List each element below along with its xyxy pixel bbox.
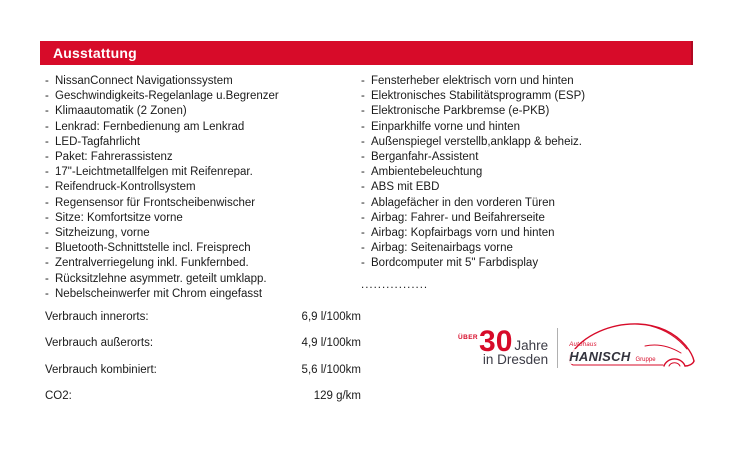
feature-item: - Bluetooth-Schnittstelle incl. Freisprech [45, 241, 361, 256]
feature-item: - NissanConnect Navigationssystem [45, 74, 361, 89]
logo-gruppe-text: Gruppe [635, 357, 656, 363]
feature-item: - Rücksitzlehne asymmetr. geteilt umklapp. [45, 272, 361, 287]
feature-item: - Klimaautomatik (2 Zonen) [45, 104, 361, 119]
feature-right-wrap [361, 74, 695, 302]
feature-item: - Sitze: Komfortsitze vorne [45, 211, 361, 226]
feature-item: - Elektronische Parkbremse (e-PKB) [361, 104, 695, 119]
feature-item: - Lenkrad: Fernbedienung am Lenkrad [45, 120, 361, 135]
logo-anniversary-block [458, 325, 549, 367]
consumption-value: 6,9 l/100km [301, 311, 361, 323]
feature-item: - Sitzheizung, vorne [45, 226, 361, 241]
feature-item: - Bordcomputer mit 5" Farbdisplay [361, 256, 695, 271]
consumption-row [45, 311, 361, 337]
feature-item: - Reifendruck-Kontrollsystem [45, 180, 361, 195]
dotted-placeholder-line: ................ [361, 278, 429, 291]
car-outline-icon [567, 319, 697, 377]
logo-brand-block [567, 319, 697, 377]
feature-item: - Airbag: Kopfairbags vorn und hinten [361, 226, 695, 241]
feature-columns [45, 74, 695, 302]
feature-item: - Geschwindigkeits-Regelanlage u.Begrenzer [45, 89, 361, 104]
logo-ueber-text: ÜBER [458, 334, 479, 341]
feature-item: - ABS mit EBD [361, 180, 695, 195]
feature-item: - 17"-Leichtmetallfelgen mit Reifenrepar. [45, 165, 361, 180]
feature-item: - Airbag: Seitenairbags vorne [361, 241, 695, 256]
feature-item: - Regensensor für Frontscheibenwischer [45, 196, 361, 211]
feature-item: - Einparkhilfe vorne und hinten [361, 120, 695, 135]
consumption-row [45, 337, 361, 363]
consumption-label: Verbrauch innerorts: [45, 311, 149, 323]
feature-item: - Außenspiegel verstellb,anklapp & beheiz. [361, 135, 695, 150]
consumption-label: CO2: [45, 390, 72, 403]
consumption-value: 5,6 l/100km [301, 363, 361, 376]
feature-item: - Fensterheber elektrisch vorn und hinten [361, 74, 695, 89]
feature-item: - LED-Tagfahrlicht [45, 135, 361, 150]
consumption-row [45, 364, 361, 390]
feature-item: - Elektronisches Stabilitätsprogramm (ESP) [361, 89, 695, 104]
consumption-row [45, 390, 361, 416]
consumption-label: Verbrauch außerorts: [45, 337, 154, 350]
feature-list-right [361, 74, 695, 272]
feature-item: - Ambientebeleuchtung [361, 165, 695, 180]
logo-years-number: 30 [479, 325, 513, 358]
consumption-value: 4,9 l/100km [301, 337, 361, 350]
section-header [40, 41, 693, 65]
feature-item: - Ablagefächer in den vorderen Türen [361, 196, 695, 211]
feature-item: - Berganfahr-Assistent [361, 150, 695, 165]
logo-divider [557, 328, 558, 368]
feature-item: - Airbag: Fahrer- und Beifahrerseite [361, 211, 695, 226]
consumption-table [45, 311, 361, 417]
feature-item: - Nebelscheinwerfer mit Chrom eingefasst [45, 287, 361, 302]
logo-city-text: in Dresden [482, 352, 549, 367]
consumption-label: Verbrauch kombiniert: [45, 363, 157, 376]
feature-item: - Zentralverriegelung inkl. Funkfernbed. [45, 256, 361, 271]
feature-item: - Paket: Fahrerassistenz [45, 150, 361, 165]
feature-list-left [45, 74, 361, 302]
logo-hanisch-text: HANISCH [569, 349, 631, 364]
dealer-logo [458, 319, 697, 377]
section-title: Ausstattung [53, 45, 137, 61]
logo-autohaus-text: Autohaus [569, 342, 597, 348]
logo-jahre-text: Jahre [514, 338, 549, 353]
consumption-value: 129 g/km [313, 390, 361, 403]
logo-name-row [569, 349, 655, 364]
